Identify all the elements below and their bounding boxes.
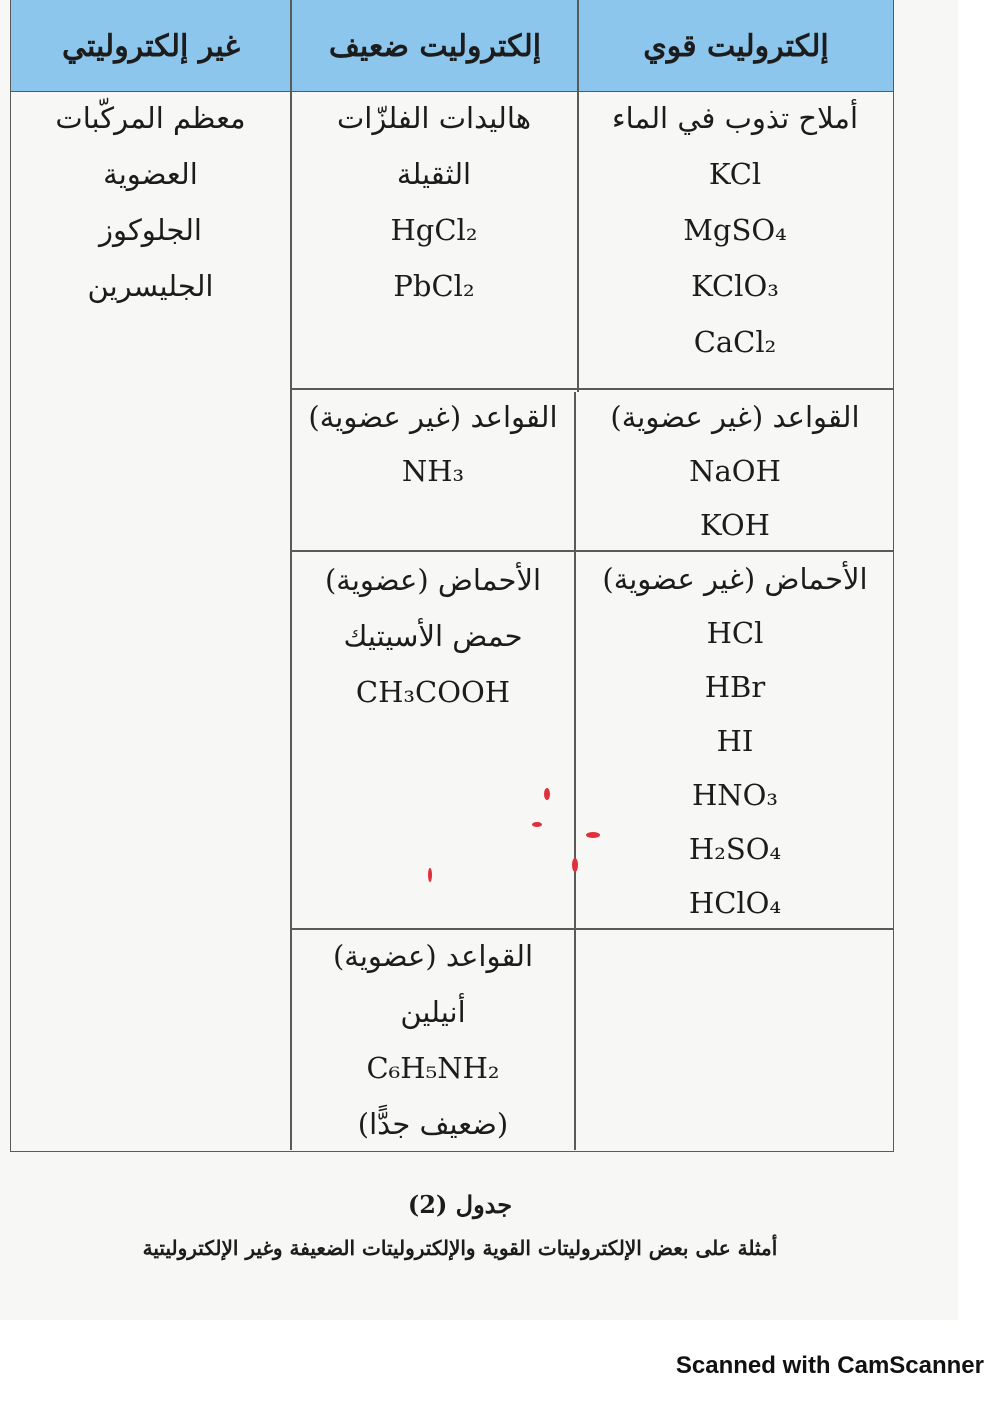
formula-pbcl2: PbCl₂ — [393, 269, 475, 303]
non-electrolyte-line-3: الجلوكوز — [99, 213, 202, 247]
formula-kcl: KCl — [708, 157, 762, 191]
header-non-electrolyte: غير إلكتروليتي — [61, 28, 241, 64]
formula-hbr: HBr — [704, 670, 766, 704]
weak-acids-cell — [291, 552, 575, 720]
formula-hi: HI — [716, 724, 754, 758]
strong-acids-title: الأحماض (غير عضوية) — [602, 562, 868, 596]
pen-mark — [428, 868, 432, 882]
strong-salts-title: أملاح تذوب في الماء — [611, 101, 859, 135]
pen-mark — [532, 822, 542, 827]
weak-bases-cell — [291, 390, 575, 498]
formula-cacl2: CaCl₂ — [693, 325, 777, 359]
table-header — [11, 0, 893, 92]
formula-c6h5nh2: C₆H₅NH₂ — [366, 1051, 500, 1085]
weak-organic-bases-title: القواعد (عضوية) — [332, 939, 534, 973]
formula-hno3: HNO₃ — [691, 778, 779, 812]
formula-mgso4: MgSO₄ — [683, 213, 787, 247]
formula-kclo3: KClO₃ — [691, 269, 779, 303]
formula-hgcl2: HgCl₂ — [390, 213, 478, 247]
non-electrolyte-line-4: الجليسرين — [87, 269, 214, 303]
header-strong-electrolyte: إلكتروليت قوي — [643, 28, 829, 64]
pen-mark — [572, 858, 578, 872]
aniline-name: أنيلين — [400, 995, 466, 1029]
formula-koh: KOH — [700, 508, 770, 542]
weak-organic-bases-cell — [291, 928, 575, 1152]
non-electrolyte-line-2: العضوية — [103, 157, 198, 191]
weak-bases-title: القواعد (غير عضوية) — [308, 400, 558, 434]
formula-h2so4: H₂SO₄ — [688, 832, 782, 866]
formula-ch3cooh: CH₃COOH — [355, 675, 511, 709]
pen-mark — [586, 832, 600, 838]
formula-hcl: HCl — [706, 616, 764, 650]
weak-acids-title: الأحماض (عضوية) — [324, 563, 542, 597]
table-caption-text: أمثلة على بعض الإلكتروليتات القوية والإلكتروليتات الضعيفة وغير الإلكتروليتية — [142, 1236, 778, 1260]
electrolytes-table — [10, 0, 894, 1152]
strong-acids-cell — [577, 552, 893, 930]
scanner-watermark: Scanned with CamScanner — [675, 1352, 984, 1379]
formula-nh3: NH₃ — [401, 454, 465, 488]
formula-naoh: NaOH — [689, 454, 781, 488]
header-weak-electrolyte: إلكتروليت ضعيف — [328, 28, 542, 64]
strong-bases-cell — [577, 390, 893, 552]
weak-halides-title: هاليدات الفلزّات — [336, 101, 532, 135]
formula-hclo4: HClO₄ — [688, 886, 782, 920]
weak-acids-name: حمض الأسيتيك — [343, 619, 523, 653]
non-electrolyte-line-1: معظم المركّبات — [55, 101, 246, 135]
pen-mark — [544, 788, 550, 800]
table-caption-number: جدول (2) — [407, 1190, 513, 1219]
non-electrolyte-cell — [11, 90, 290, 314]
strong-bases-title: القواعد (غير عضوية) — [610, 400, 860, 434]
weak-halides-cell — [291, 90, 577, 314]
weak-halides-title-2: الثقيلة — [396, 157, 472, 191]
aniline-note: (ضعيف جدًّا) — [357, 1107, 509, 1141]
strong-salts-cell — [577, 90, 893, 370]
